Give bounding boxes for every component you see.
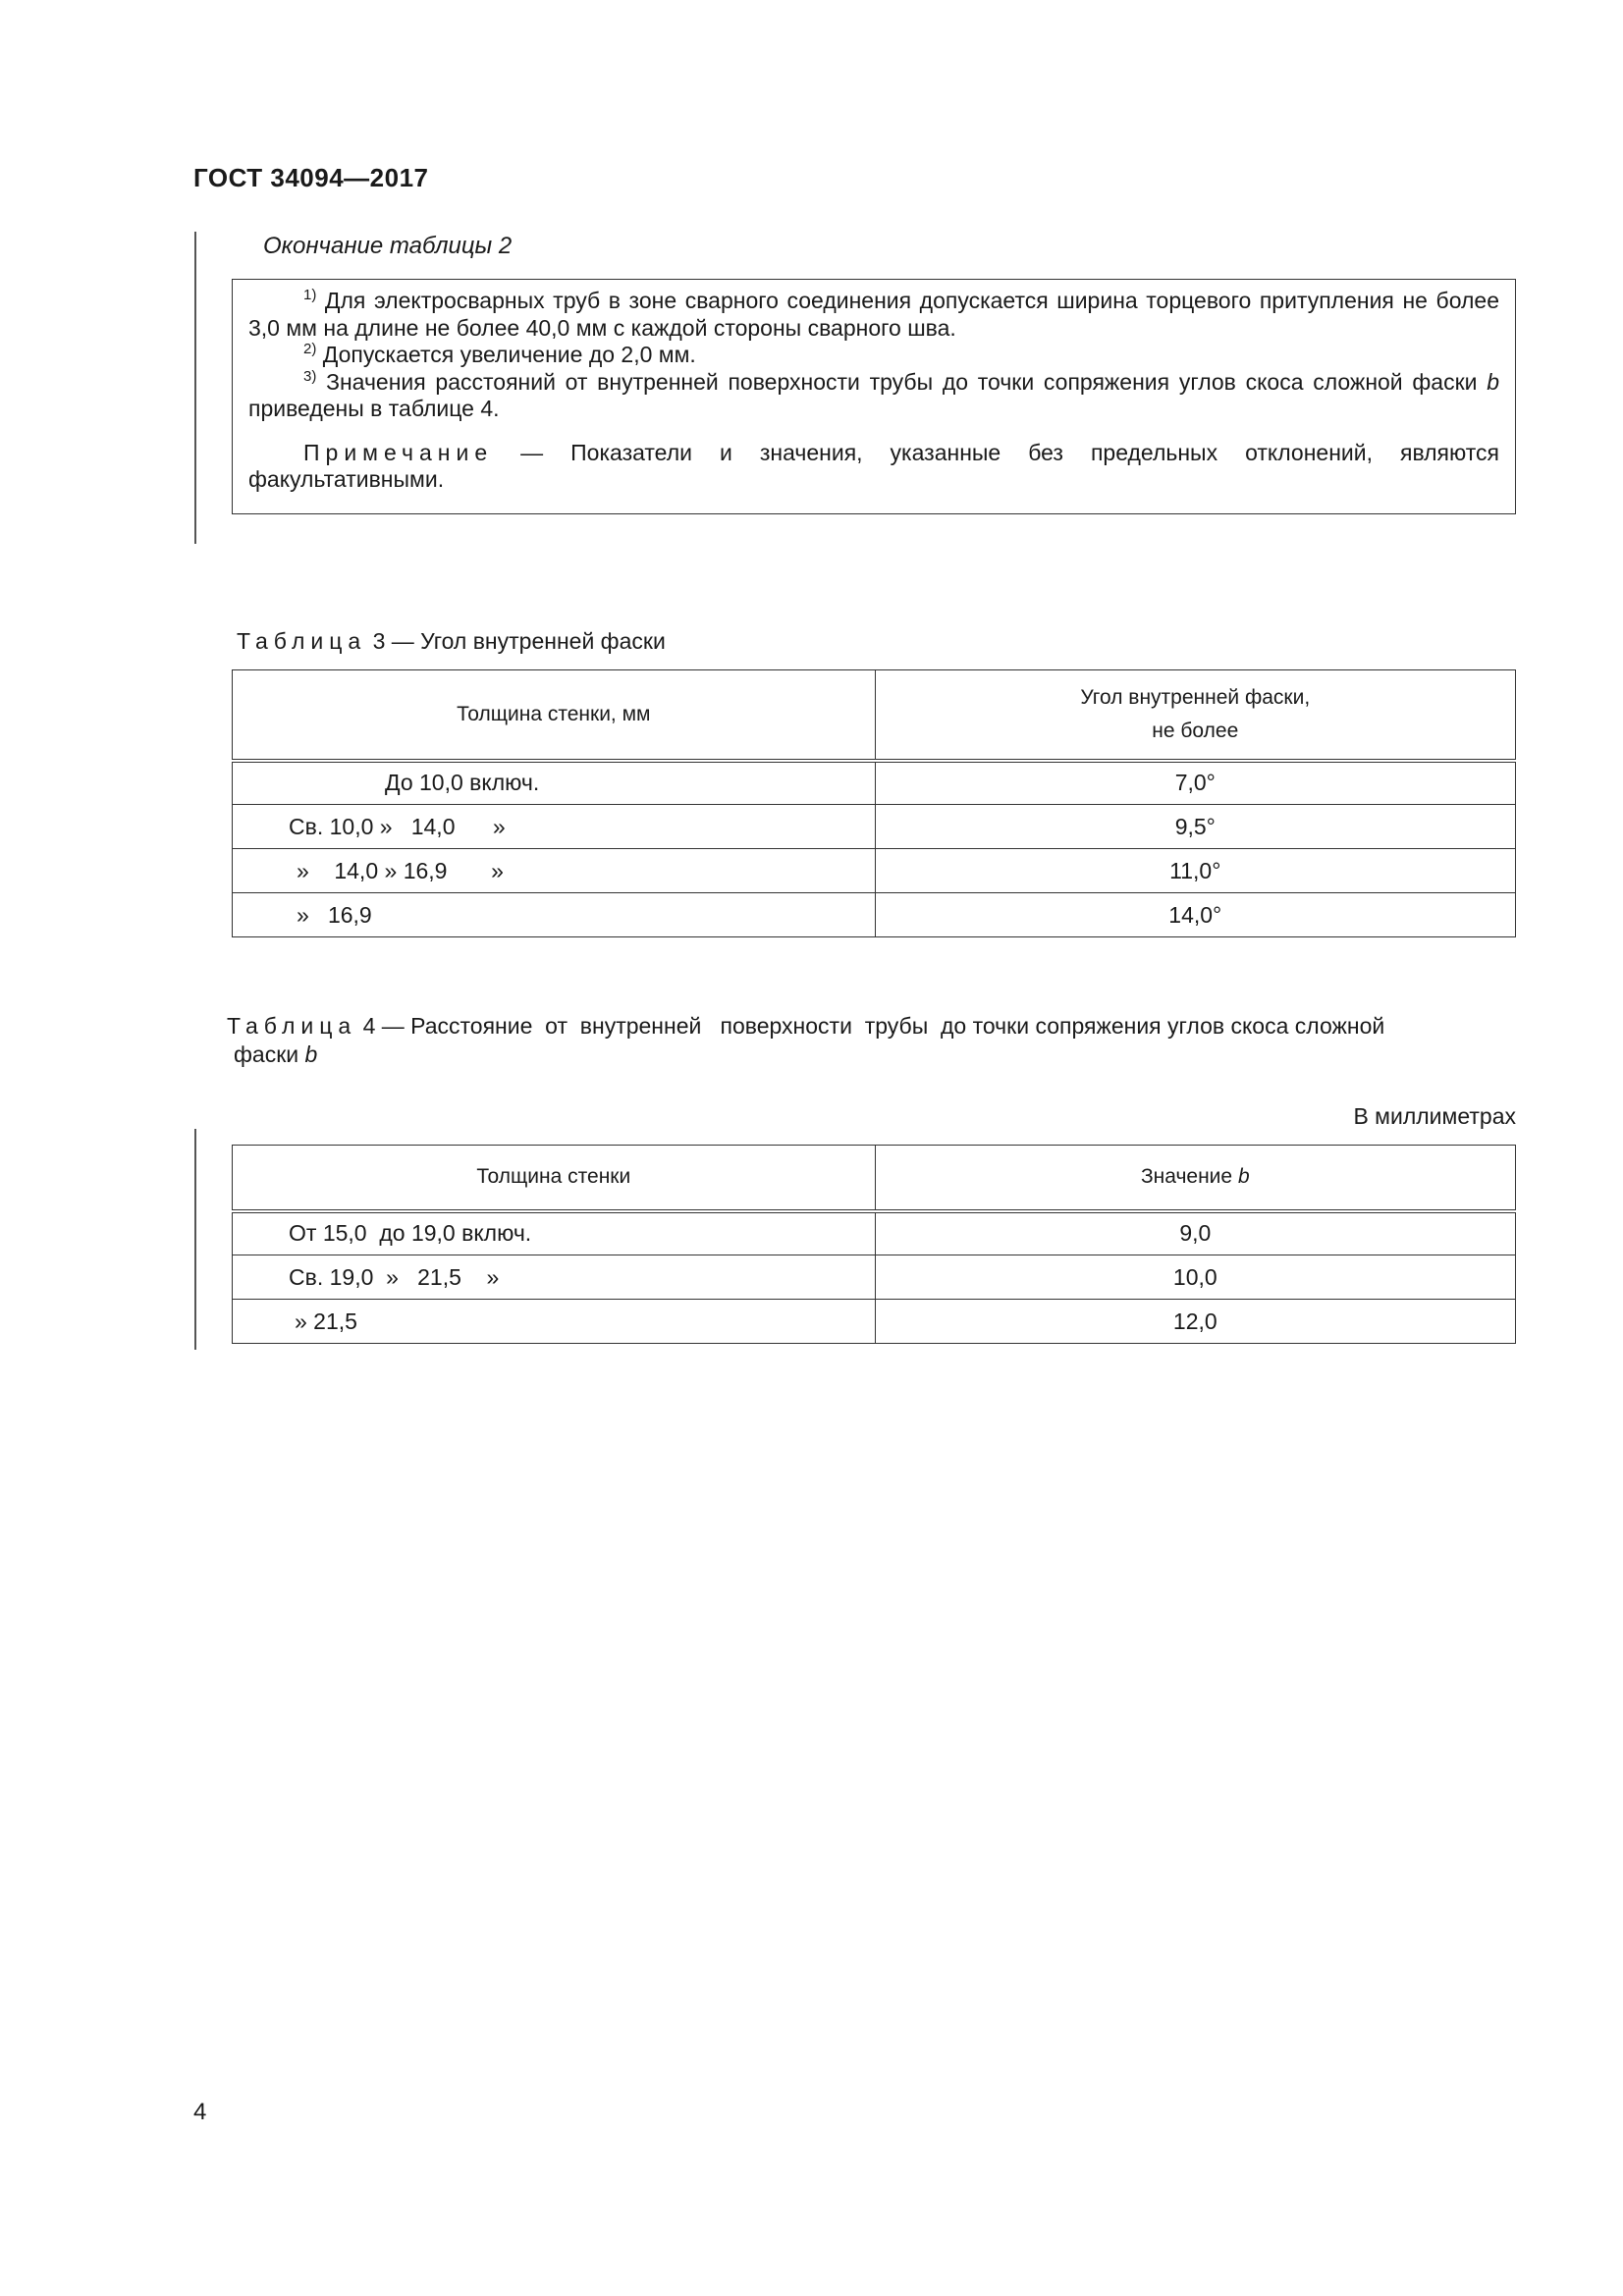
footnote-1-mark: 1) [303,287,317,303]
table-row [233,761,1516,805]
table3-caption [237,628,666,655]
table4-caption-title-line2: фаски [234,1041,305,1067]
footnote-3 [248,369,1499,423]
table2-note [248,440,1499,494]
footnote-2 [248,342,1499,369]
table3-caption-title: — Угол внутренней фаски [385,628,666,654]
table3-header-row [233,670,1516,761]
table3-row2-thickness: Св. 10,0 » 14,0 » [233,805,876,849]
footnote-3-text-a: Значения расстояний от внутренней поверхности трубы до точки сопряжения углов скоса сложной фаски [326,368,1488,395]
table4 [232,1145,1516,1344]
table4-row2-thickness: Св. 19,0 » 21,5 » [233,1255,876,1300]
note-text: — Показатели и значения, указанные без предельных отклонений, являются факультативными. [248,439,1499,492]
note-label: Примечание [303,439,494,465]
table3-col-angle-line2: не более [1152,719,1239,742]
table3-row4-thickness: » 16,9 [233,893,876,937]
footnote-2-text: Допускается увеличение до 2,0 мм. [322,342,696,367]
table-row [233,1211,1516,1255]
table3-row3-angle: 11,0° [875,849,1515,893]
footnote-2-mark: 2) [303,341,317,357]
table4-caption-var: b [304,1041,318,1067]
revision-bar-top [194,232,196,544]
footnote-1 [248,288,1499,342]
table3-caption-label: Таблица [237,628,367,654]
table4-row1-thickness: От 15,0 до 19,0 включ. [233,1211,876,1255]
table2-footnotes-box [232,279,1516,514]
table4-units-note: В миллиметрах [1353,1103,1516,1129]
table3-row2-angle: 9,5° [875,805,1515,849]
table4-row2-value: 10,0 [875,1255,1515,1300]
table3-row1-thickness: До 10,0 включ. [233,761,876,805]
footnote-3-mark: 3) [303,367,317,385]
table4-row1-value: 9,0 [875,1211,1515,1255]
table3-col-angle [875,670,1515,761]
table4-col-value [875,1146,1515,1211]
table3-row3-thickness: » 14,0 » 16,9 » [233,849,876,893]
table-row [233,1255,1516,1300]
revision-bar-bottom [194,1129,196,1350]
table4-col-value-label: Значение [1140,1165,1238,1189]
footnote-1-text: Для электросварных труб в зоне сварного соединения допускается ширина торцевого притупления не более 3,0 мм на длине не более 40,0 мм с каждой стороны сварного шва. [248,288,1499,341]
table4-col-thickness: Толщина стенки [233,1146,876,1211]
table-row [233,849,1516,893]
table4-row3-value: 12,0 [875,1300,1515,1344]
document-code: ГОСТ 34094—2017 [193,163,429,192]
table-row [233,1300,1516,1344]
footnote-3-var: b [1487,368,1500,395]
table-row [233,805,1516,849]
table4-row3-thickness: » 21,5 [233,1300,876,1344]
table3-caption-number: 3 [372,628,386,654]
table3-col-thickness: Толщина стенки, мм [233,670,876,761]
table4-col-value-var: b [1237,1165,1250,1189]
table3-col-angle-line1: Угол внутренней фаски, [1080,685,1311,709]
footnote-3-text-b: приведены в таблице 4. [248,396,500,421]
table3-row4-angle: 14,0° [875,893,1515,937]
table3-row1-angle: 7,0° [875,761,1515,805]
table-row [233,893,1516,937]
table3 [232,669,1516,937]
table2-end-caption: Окончание таблицы 2 [263,233,513,259]
table4-header-row [233,1146,1516,1211]
page-number: 4 [193,2099,207,2125]
table4-caption-title-line1: — Расстояние от внутренней поверхности трубы до точки сопряжения углов скоса сложной [375,1013,1385,1039]
table4-caption-label: Таблица [227,1013,357,1039]
table4-caption-number: 4 [362,1013,376,1039]
table4-caption [227,1012,1516,1069]
